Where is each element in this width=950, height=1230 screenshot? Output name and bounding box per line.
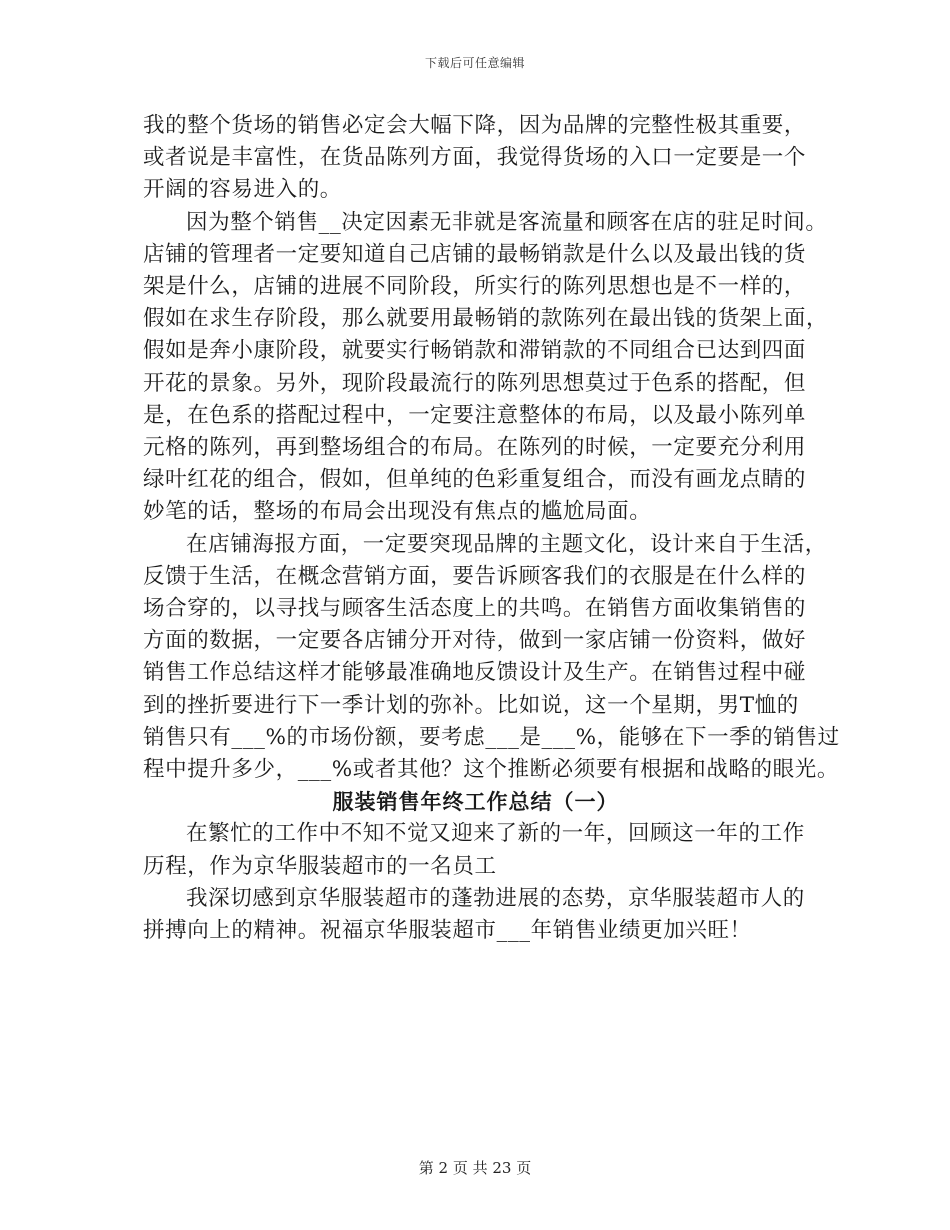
body-line: 妙笔的话，整场的布局会出现没有焦点的尴尬局面。 — [143, 499, 652, 525]
page-number: 第 2 页 共 23 页 — [418, 1159, 532, 1177]
paragraph-start-line: 在店铺海报方面，一定要突现品牌的主题文化，设计来自于生活， — [186, 531, 827, 557]
body-line: 店铺的管理者一定要知道自己店铺的最畅销款是什么以及最出钱的货 — [143, 241, 807, 267]
paragraph-start-line: 我深切感到京华服装超市的蓬勃进展的态势，京华服装超市人的 — [186, 885, 805, 911]
document-body — [143, 110, 840, 947]
body-line: 假如是奔小康阶段，就要实行畅销款和滞销款的不同组合已达到四面 — [143, 338, 807, 364]
body-line: 程中提升多少，___%或者其他？这个推断必须要有根据和战略的眼光。 — [143, 757, 839, 783]
body-line: 架是什么，店铺的进展不同阶段，所实行的陈列思想也是不一样的， — [143, 274, 807, 300]
body-line: 历程，作为京华服装超市的一名员工 — [143, 853, 497, 879]
body-line: 元格的陈列，再到整场组合的布局。在陈列的时候，一定要充分利用 — [143, 435, 807, 461]
body-line: 绿叶红花的组合，假如，但单纯的色彩重复组合，而没有画龙点睛的 — [143, 467, 807, 493]
paragraph-start-line: 因为整个销售__决定因素无非就是客流量和顾客在店的驻足时间。 — [186, 209, 828, 235]
body-line: 是，在色系的搭配过程中，一定要注意整体的布局，以及最小陈列单 — [143, 402, 807, 428]
paragraph-start-line: 在繁忙的工作中不知不觉又迎来了新的一年，回顾这一年的工作 — [186, 821, 805, 847]
section-title: 服装销售年终工作总结（一） — [332, 790, 619, 815]
body-line: 方面的数据，一定要各店铺分开对待，做到一家店铺一份资料，做好 — [143, 628, 807, 654]
body-line: 销售只有___%的市场份额，要考虑___是___%，能够在下一季的销售过 — [143, 724, 840, 750]
body-line: 销售工作总结这样才能够最准确地反馈设计及生产。在销售过程中碰 — [143, 660, 807, 686]
body-line: 场合穿的，以寻找与顾客生活态度上的共鸣。在销售方面收集销售的 — [143, 596, 807, 622]
body-line: 开阔的容易进入的。 — [143, 177, 342, 203]
body-line: 假如在求生存阶段，那么就要用最畅销的款陈列在最出钱的货架上面， — [143, 306, 829, 332]
header-note: 下载后可任意编辑 — [424, 56, 525, 70]
body-line: 开花的景象。另外，现阶段最流行的陈列思想莫过于色系的搭配，但 — [143, 370, 807, 396]
body-line: 拼搏向上的精神。祝福京华服装超市___年销售业绩更加兴旺！ — [143, 918, 752, 944]
body-line: 我的整个货场的销售必定会大幅下降，因为品牌的完整性极其重要， — [143, 113, 807, 138]
body-line: 或者说是丰富性，在货品陈列方面，我觉得货场的入口一定要是一个 — [143, 145, 807, 171]
body-line: 到的挫折要进行下一季计划的弥补。比如说，这一个星期，男T恤的 — [143, 692, 799, 718]
body-line: 反馈于生活，在概念营销方面，要告诉顾客我们的衣服是在什么样的 — [143, 563, 807, 589]
